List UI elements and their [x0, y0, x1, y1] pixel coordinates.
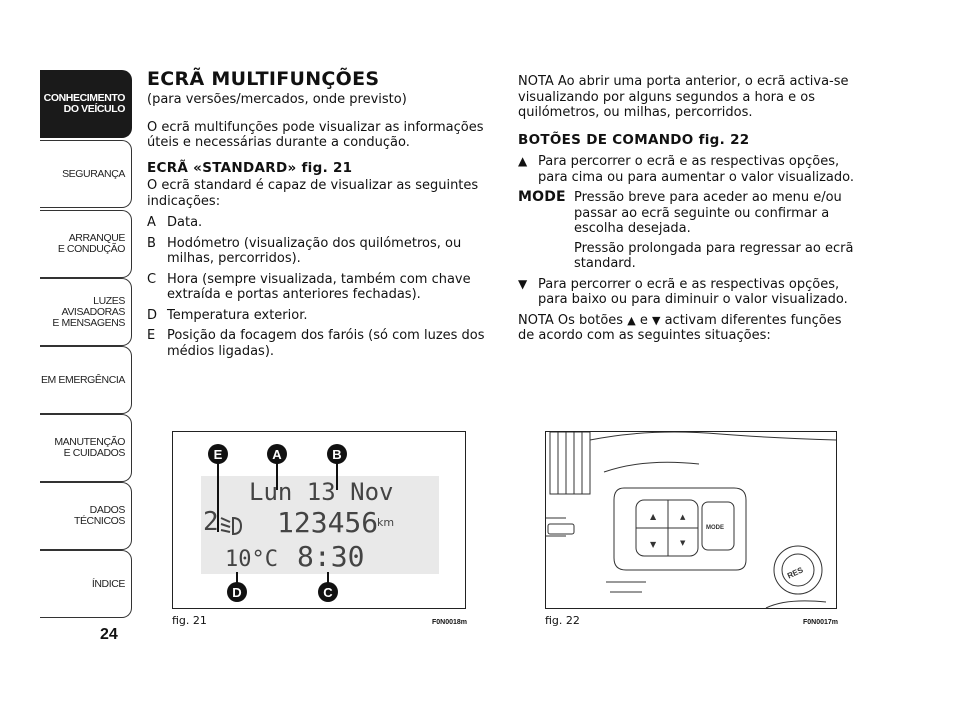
dashboard-illustration: [546, 432, 836, 608]
pad-up-small-icon: ▲: [680, 513, 686, 521]
tab-label: MANUTENÇÃO E CUIDADOS: [54, 436, 125, 459]
dash-contour: [590, 432, 836, 440]
vent-grille: [550, 432, 590, 494]
figure-21: [172, 431, 466, 609]
list-item: [147, 272, 503, 303]
list-item: [147, 215, 503, 231]
note-paragraph-2: [518, 313, 858, 344]
lcd-level: 2: [203, 507, 219, 537]
marker-c: [318, 582, 338, 602]
down-button-item: [518, 277, 858, 308]
note2-part-b: e: [639, 312, 648, 328]
up-arrow-icon: ▲: [627, 313, 636, 327]
mode-button-label: MODE: [706, 525, 724, 531]
marker-e: [208, 444, 228, 464]
lcd-odometer: 123456: [277, 506, 379, 539]
pad-down-small-icon: ▼: [680, 539, 686, 547]
up-arrow-icon: ▲: [518, 154, 528, 168]
tab-dados-tecnicos[interactable]: [40, 482, 132, 550]
marker-a: [267, 444, 287, 464]
pad-up-icon: ▲: [650, 512, 657, 521]
figure-21-code: F0N0018m: [432, 619, 468, 626]
standard-text: O ecrã standard é capaz de visualizar as seguintes indicações:: [147, 178, 479, 209]
pad-down-icon: ▼: [650, 540, 657, 549]
item-key: E: [147, 328, 156, 343]
tab-luzes[interactable]: [40, 278, 132, 346]
item-key: D: [147, 307, 158, 323]
tab-label: SEGURANÇA: [62, 167, 125, 180]
lcd-unit: km: [377, 516, 395, 529]
list-item: [147, 308, 503, 324]
tab-label: CONHECIMENTO DO VEÍCULO: [43, 92, 125, 115]
item-text: Posição da focagem dos faróis (só com luzes dos médios ligadas).: [167, 328, 485, 359]
buttons-heading: BOTÕES DE COMANDO fig. 22: [518, 131, 750, 148]
item-key: B: [147, 235, 156, 251]
list-item: [147, 236, 503, 267]
tab-conhecimento[interactable]: [40, 70, 132, 138]
up-text: Para percorrer o ecrã e as respectivas opções, para cima ou para aumentar o valor visualizado.: [538, 154, 855, 185]
figure-21-caption: fig. 21: [172, 614, 207, 627]
item-key: A: [147, 215, 156, 230]
intro-paragraph: O ecrã multifunções pode visualizar as informações úteis e necessárias durante a condução.: [147, 119, 484, 150]
lcd-time: 8:30: [297, 540, 365, 573]
tab-emergencia[interactable]: [40, 346, 132, 414]
item-text: Data.: [167, 215, 203, 230]
mode-description: [574, 190, 858, 272]
note2-part-c: activam diferentes funções de acordo com as seguintes situações:: [518, 312, 842, 343]
tab-label: ÍNDICE: [91, 577, 125, 590]
section-title: ECRÃ MULTIFUNÇÕES: [147, 68, 380, 90]
list-item: [147, 328, 503, 359]
tab-seguranca[interactable]: [40, 140, 132, 208]
tab-manutencao[interactable]: [40, 414, 132, 482]
tab-arranque[interactable]: [40, 210, 132, 278]
page-number: 24: [100, 626, 118, 643]
tab-label: DADOS TÉCNICOS: [73, 504, 125, 527]
item-text: Hodómetro (visualização dos quilómetros, ou milhas, percorridos).: [167, 235, 462, 266]
tab-indice[interactable]: [40, 550, 132, 618]
down-text: Para percorrer o ecrã e as respectivas opções, para baixo ou para diminuir o valor visualizado.: [538, 276, 848, 307]
note-paragraph: NOTA Ao abrir uma porta anterior, o ecrã activa-se visualizando por alguns segundos a hora e os quilómetros, ou milhas, percorridos.: [518, 74, 849, 120]
marker-label: C: [323, 585, 333, 600]
standard-heading: ECRÃ «STANDARD» fig. 21: [147, 159, 353, 176]
item-text: Temperatura exterior.: [167, 307, 308, 323]
figure-22: [545, 431, 837, 609]
mode-button-item: [518, 190, 858, 272]
mode-label: MODE: [518, 189, 566, 205]
marker-label: A: [272, 447, 282, 462]
mode-text-short: Pressão breve para aceder ao menu e/ou passar ao ecrã seguinte ou confirmar a escolha desejada.: [574, 190, 842, 236]
item-key: C: [147, 271, 157, 287]
marker-label: B: [332, 447, 342, 462]
lcd-temperature: 10°C: [225, 547, 278, 572]
tab-label: EM EMERGÊNCIA: [40, 373, 125, 386]
item-text: Hora (sempre visualizada, também com chave extraída e portas anteriores fechadas).: [167, 271, 471, 302]
down-arrow-icon: ▼: [651, 313, 661, 327]
marker-label: D: [232, 585, 242, 600]
marker-label: E: [213, 447, 223, 462]
section-subtitle: (para versões/mercados, onde previsto): [147, 92, 407, 107]
figure-22-caption: fig. 22: [545, 614, 580, 627]
tab-label: ARRANQUE E CONDUÇÃO: [57, 232, 125, 255]
up-button-item: [518, 154, 858, 185]
marker-b: [327, 444, 347, 464]
lcd-date: Lun 13 Nov: [249, 478, 394, 506]
res-knob-label: RES: [785, 565, 805, 581]
display-illustration: [173, 432, 465, 608]
side-slots: [548, 524, 574, 534]
mode-text-long: Pressão prolongada para regressar ao ecrã standard.: [574, 240, 854, 271]
left-column: [147, 68, 503, 364]
marker-d: [227, 582, 247, 602]
tab-label: LUZES AVISADORAS E MENSAGENS: [52, 294, 125, 329]
note2-part-a: NOTA Os botões: [518, 312, 624, 328]
figure-22-code: F0N0017m: [803, 619, 839, 626]
down-arrow-icon: ▼: [518, 276, 528, 291]
right-column: [518, 74, 858, 352]
